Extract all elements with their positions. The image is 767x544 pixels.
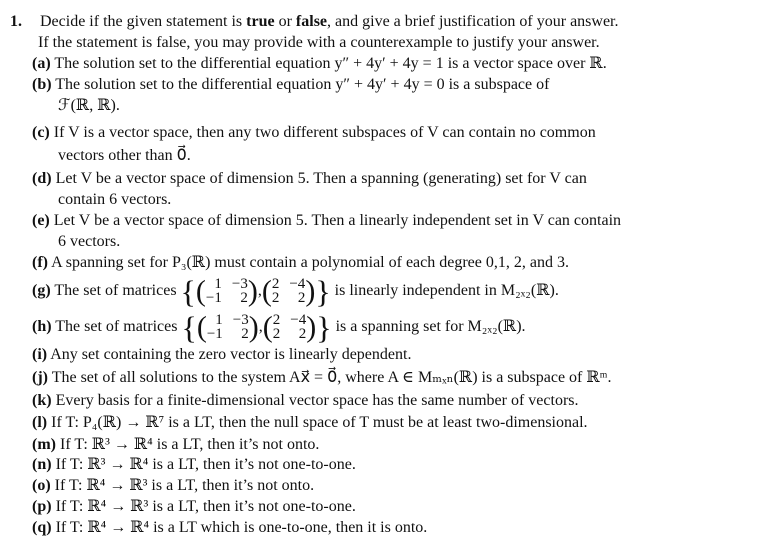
item-o-text: If T: ℝ⁴ → ℝ³ is a LT, then it’s not onto. — [54, 477, 315, 494]
item-i-label: (i) — [32, 346, 48, 363]
item-o-label: (o) — [32, 477, 51, 494]
item-k-text: Every basis for a finite-dimensional vector space has the same number of vectors. — [55, 392, 579, 409]
matrix-1-entry: 2 — [240, 290, 248, 307]
item-m — [32, 435, 319, 455]
item-c-label: (c) — [32, 124, 50, 141]
item-k-label: (k) — [32, 392, 52, 409]
matrix-2-entry: −4 — [289, 276, 306, 293]
item-l-label: (l) — [32, 414, 48, 431]
matrix-2-entry: 2 — [272, 312, 281, 329]
item-p-label: (p) — [32, 498, 52, 515]
open-paren: ( — [262, 310, 273, 344]
item-o — [32, 476, 314, 496]
item-c-text: If V is a vector space, then any two different subspaces of V can contain no common — [53, 124, 596, 141]
item-c — [32, 123, 596, 143]
matrix-2-entry: −4 — [290, 312, 307, 329]
item-p-text: If T: ℝ⁴ → ℝ³ is a LT, then it’s not one-to-one. — [55, 498, 356, 515]
item-g-label: (g) — [32, 282, 51, 299]
item-h-text-before: The set of matrices — [55, 318, 178, 335]
problem-header — [10, 12, 619, 32]
item-n-text: If T: ℝ³ → ℝ⁴ is a LT, then it’s not one-to-one. — [55, 456, 356, 473]
item-m-label: (m) — [32, 436, 56, 453]
item-j-text: The set of all solutions to the system Ax⃗ = 0⃗, where A ∈ Mₘₓₙ(ℝ) is a subspace of ℝᵐ. — [51, 369, 612, 386]
open-paren: ( — [196, 310, 207, 344]
open-paren: ( — [195, 274, 206, 308]
item-i — [32, 345, 411, 365]
item-h-text-after: is a spanning set for M₂ₓ₂(ℝ). — [335, 318, 526, 335]
intro-part-2: or — [274, 13, 296, 30]
item-f-label: (f) — [32, 254, 48, 271]
item-b-text-2: ℱ(ℝ, ℝ). — [58, 97, 120, 114]
item-h: (h) The set of matrices {( 1 −3 −1 2 ),( 2 −4 2 2 )} is a spanning set for M₂ₓ₂(ℝ). — [32, 309, 526, 346]
item-e-label: (e) — [32, 212, 50, 229]
matrix-2-entry: 2 — [297, 290, 306, 307]
intro-false: false — [295, 13, 328, 30]
item-g-text-after: is linearly independent in M₂ₓ₂(ℝ). — [334, 282, 559, 299]
matrix-1-entry: 1 — [214, 276, 222, 293]
item-a-label: (a) — [32, 55, 51, 72]
intro-part-3: , and give a brief justification of your answer. — [327, 13, 619, 30]
item-i-text: Any set containing the zero vector is linearly dependent. — [50, 346, 412, 363]
item-d — [32, 169, 587, 189]
item-l-text: If T: P₄(ℝ) → ℝ⁷ is a LT, then the null space of T must be at least two-dimensional. — [51, 414, 588, 431]
matrix-2 — [273, 313, 306, 341]
item-b-label: (b) — [32, 76, 52, 93]
matrix-1-entry: 1 — [215, 312, 223, 329]
matrix-1-entry: 2 — [241, 326, 249, 343]
item-j-label: (j) — [32, 369, 48, 386]
item-g-text-before: The set of matrices — [54, 282, 177, 299]
item-b — [32, 75, 549, 95]
intro-part-1: Decide if the given statement is — [40, 13, 247, 30]
matrix-1 — [207, 313, 249, 341]
item-k — [32, 391, 579, 411]
matrix-2-entry: 2 — [298, 326, 307, 343]
item-n — [32, 455, 356, 475]
close-paren: ) — [305, 274, 316, 308]
item-q-text: If T: ℝ⁴ → ℝ⁴ is a LT which is one-to-one, then it is onto. — [55, 519, 428, 536]
item-l — [32, 413, 588, 433]
item-p — [32, 497, 356, 517]
matrix-1 — [206, 277, 248, 305]
item-e-text-2: 6 vectors. — [58, 233, 121, 250]
item-g: (g) The set of matrices {( 1 −3 −1 2 ),( 2 −4 2 2 )} is linearly independent in M₂ₓ₂(ℝ). — [32, 273, 559, 310]
close-paren: ) — [306, 310, 317, 344]
item-d-label: (d) — [32, 170, 52, 187]
matrix-1-entry: −3 — [232, 312, 249, 329]
matrix-1-entry: −1 — [206, 326, 223, 343]
open-paren: ( — [261, 274, 272, 308]
item-b-text: The solution set to the differential equation y″ + 4y′ + 4y = 0 is a subspace of — [55, 76, 550, 93]
close-paren: ) — [247, 274, 258, 308]
intro-true: true — [246, 13, 275, 30]
item-a-text: The solution set to the differential equation y″ + 4y′ + 4y = 1 is a vector space over ℝ. — [54, 55, 607, 72]
close-brace: } — [316, 309, 332, 346]
item-n-label: (n) — [32, 456, 52, 473]
matrix-1-entry: −3 — [231, 276, 248, 293]
matrix-2-entry: 2 — [271, 276, 280, 293]
open-brace: { — [180, 273, 196, 310]
item-m-text: If T: ℝ³ → ℝ⁴ is a LT, then it’s not onto. — [59, 436, 320, 453]
open-brace: { — [181, 309, 197, 346]
item-d-text: Let V be a vector space of dimension 5. Then a spanning (generating) set for V can — [55, 170, 587, 187]
matrix-2-entry: 2 — [272, 326, 281, 343]
item-h-label: (h) — [32, 318, 52, 335]
matrix-2-entry: 2 — [271, 290, 280, 307]
intro-line-2: If the statement is false, you may provide with a counterexample to justify your answer. — [38, 34, 600, 51]
item-q — [32, 518, 427, 538]
problem-number: 1. — [10, 13, 22, 30]
item-e-text: Let V be a vector space of dimension 5. Then a linearly independent set in V can contain — [53, 212, 622, 229]
item-f — [32, 253, 569, 273]
close-brace: } — [315, 273, 331, 310]
matrix-1-entry: −1 — [205, 290, 222, 307]
item-a — [32, 54, 607, 74]
item-q-label: (q) — [32, 519, 52, 536]
close-paren: ) — [248, 310, 259, 344]
item-j — [32, 368, 612, 388]
item-f-text: A spanning set for P₃(ℝ) must contain a polynomial of each degree 0,1, 2, and 3. — [51, 254, 569, 271]
matrix-2 — [272, 277, 305, 305]
item-d-text-2: contain 6 vectors. — [58, 191, 172, 208]
item-c-text-2: vectors other than 0⃗. — [58, 147, 191, 164]
item-e — [32, 211, 621, 231]
